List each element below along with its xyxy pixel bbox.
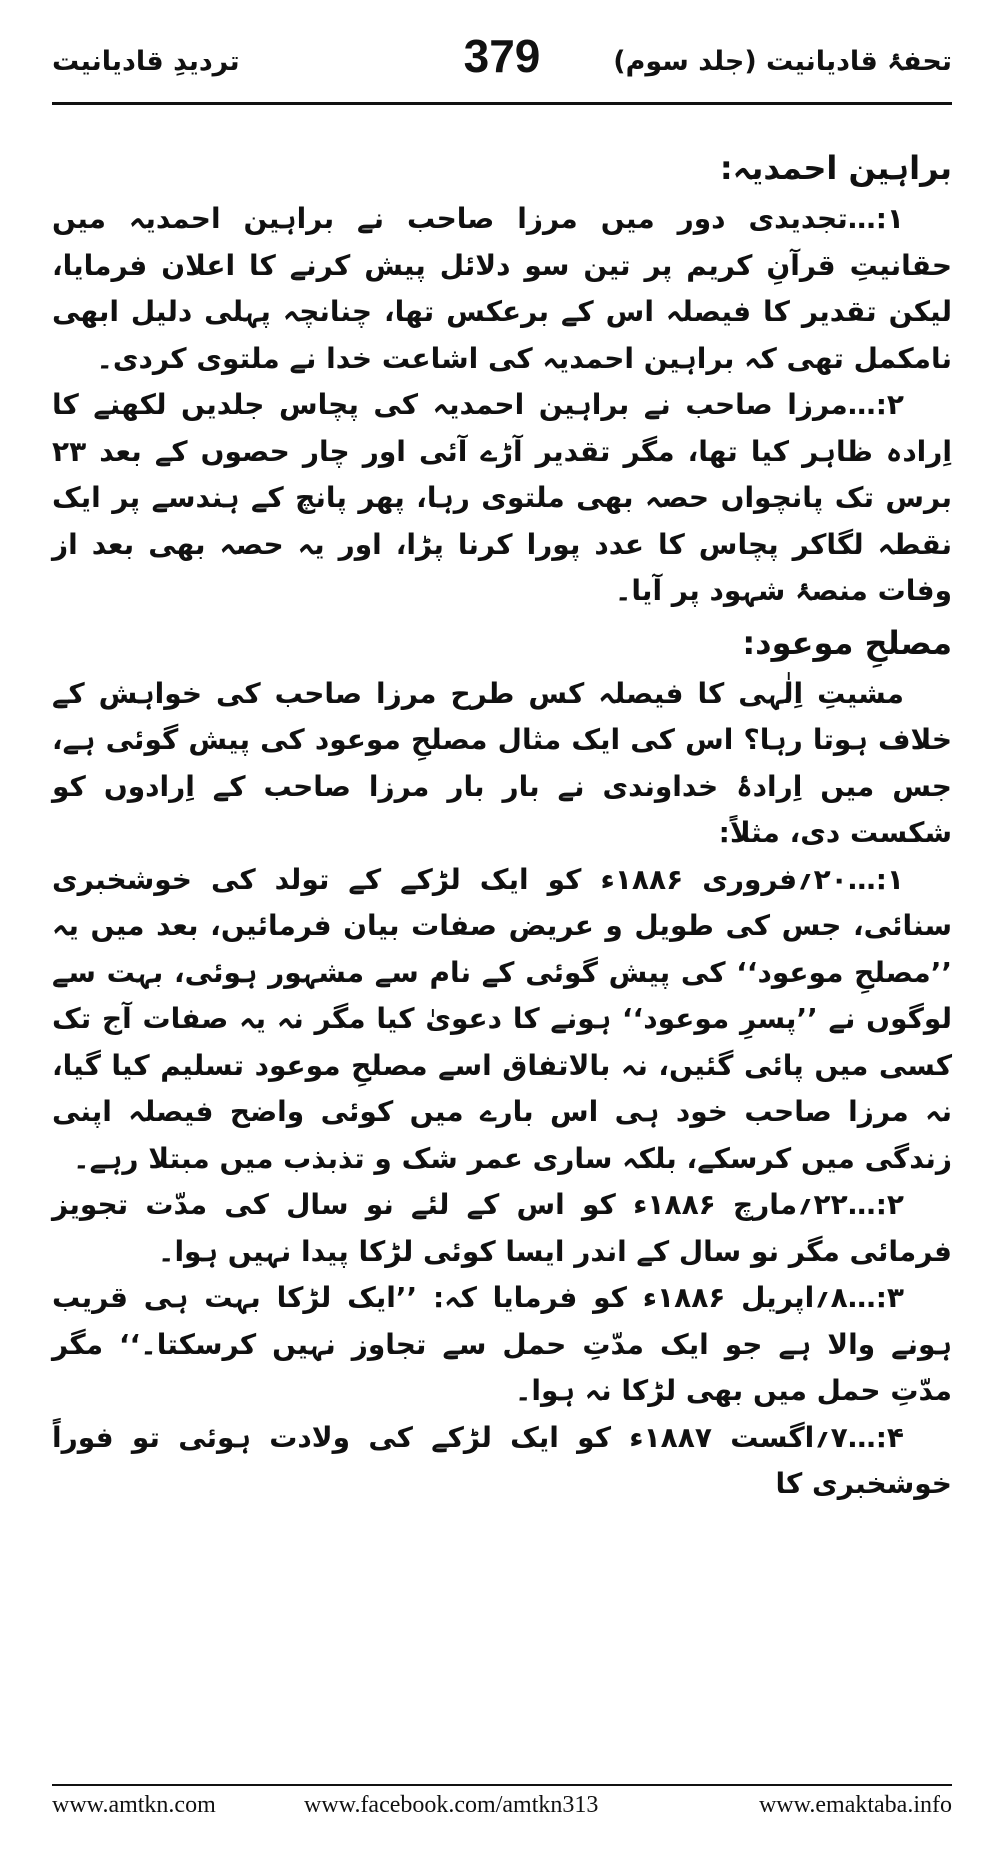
paragraph-4: ۱:․․․۲۰؍فروری ۱۸۸۶ء کو ایک لڑکے کے تولد کی خوشخبری سنائی، جس کی طویل و عریض صفات بیان فرمائیں، بعد میں یہ ’’مصلحِ موعود‘‘ کی پیش گوئی کے نام سے مشہور ہوئی، بہت سے لوگوں نے ’’پسرِ موعود‘‘ ہونے کا دعویٰ کیا مگر نہ یہ صفات آج تک کسی میں پائی گئیں، نہ بالاتفاق اسے مصلحِ موعود تسلیم کیا گیا، نہ مرزا صاحب خود ہی اس بارے میں کوئی واضح فیصلہ اپنی زندگی میں کرسکے، بلکہ ساری عمر شک و تذبذب میں مبتلا رہے۔ — [52, 862, 952, 1175]
paragraph-2: ۲:․․․مرزا صاحب نے براہین احمدیہ کی پچاس جلدیں لکھنے کا اِرادہ ظاہر کیا تھا، مگر تقدیر آڑے آئی اور چار حصوں کے بعد ۲۳ برس تک پانچواں حصہ بھی ملتوی رہا، پھر پانچ کے ہندسے پر ایک نقطہ لگاکر پچاس کا عدد پورا کرنا پڑا، اور یہ حصہ بھی بعد از وفات منصۂ شہود پر آیا۔ — [52, 388, 952, 607]
page-body — [52, 140, 952, 1508]
footer-divider — [52, 1784, 952, 1786]
section-title: تردیدِ قادیانیت — [52, 46, 240, 77]
heading-muslih-maud: مصلحِ موعود: — [742, 623, 952, 662]
footer-link-emaktaba[interactable]: www.emaktaba.info — [758, 1792, 952, 1818]
paragraph-6: ۳:․․․۸؍اپریل ۱۸۸۶ء کو فرمایا کہ: ’’ایک لڑکا بہت ہی قریب ہونے والا ہے جو ایک مدّتِ حمل سے تجاوز نہیں کرسکتا۔‘‘ مگر مدّتِ حمل میں بھی لڑکا نہ ہوا۔ — [52, 1281, 952, 1407]
paragraph-3: مشیتِ اِلٰہی کا فیصلہ کس طرح مرزا صاحب کی خواہش کے خلاف ہوتا رہا؟ اس کی ایک مثال مصلحِ موعود کی پیش گوئی ہے، جس میں اِرادۂ خداوندی نے بار بار مرزا صاحب کے اِرادوں کو شکست دی، مثلاً: — [52, 676, 952, 849]
paragraph-1: ۱:․․․تجدیدی دور میں مرزا صاحب نے براہین احمدیہ میں حقانیتِ قرآنِ کریم پر تین سو دلائل پیش کرنے کا اعلان فرمایا، لیکن تقدیر کا فیصلہ اس کے برعکس تھا، چنانچہ پہلی دلیل ابھی نامکمل تھی کہ براہین احمدیہ کی اشاعت خدا نے ملتوی کردی۔ — [52, 202, 952, 375]
page-footer — [52, 1792, 952, 1832]
header-divider — [52, 102, 952, 105]
page-number: 379 — [463, 30, 541, 82]
paragraph-7: ۴:․․․۷؍اگست ۱۸۸۷ء کو ایک لڑکے کی ولادت ہوئی تو فوراً خوشخبری کا — [52, 1420, 952, 1500]
page-header — [52, 28, 952, 90]
footer-link-amtkn[interactable]: www.amtkn.com — [52, 1792, 216, 1818]
paragraph-5: ۲:․․․۲۲؍مارچ ۱۸۸۶ء کو اس کے لئے نو سال کی مدّت تجویز فرمائی مگر نو سال کے اندر ایسا کوئی لڑکا پیدا نہیں ہوا۔ — [52, 1188, 952, 1268]
book-title: تحفۂ قادیانیت (جلد سوم) — [613, 46, 952, 77]
footer-link-facebook[interactable]: www.facebook.com/amtkn313 — [304, 1792, 599, 1818]
heading-barahin-ahmadiyya: براہین احمدیہ: — [719, 149, 952, 187]
